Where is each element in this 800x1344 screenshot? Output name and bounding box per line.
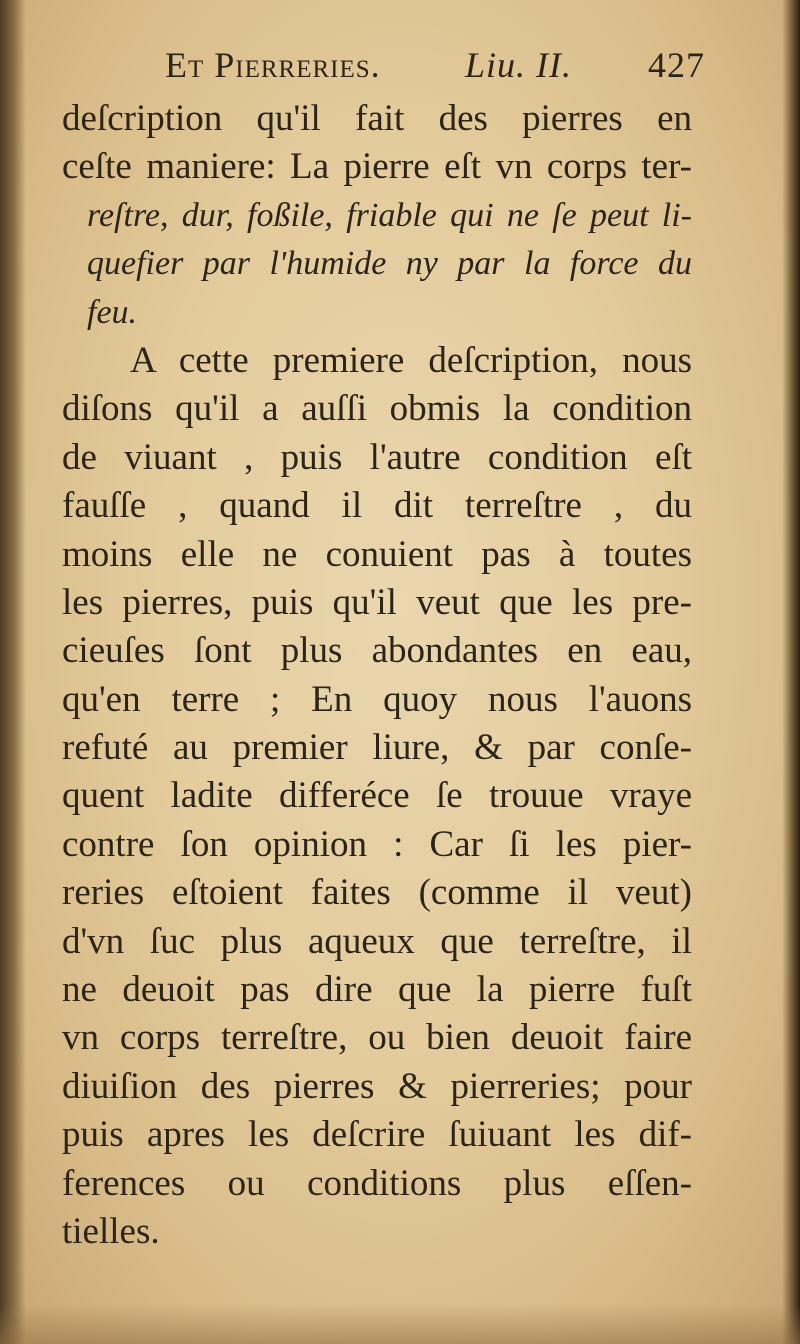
running-header (165, 40, 705, 90)
running-title: Et Pierreries. (165, 45, 381, 85)
page-number: 427 (648, 45, 705, 85)
text-line: diſons qu'il a auſſi obmis la condition (62, 388, 692, 430)
text-line: moins elle ne conuient pas à toutes (62, 533, 692, 575)
text-line: tielles. (62, 1210, 160, 1252)
book-number-label: Liu. II. (465, 45, 572, 85)
text-line: fauſſe , quand il dit terreſtre , du (62, 485, 692, 527)
body-text (62, 95, 692, 1256)
text-line: ne deuoit pas dire que la pierre fuſt (62, 969, 692, 1011)
text-line: diuiſion des pierres & pierreries; pour (62, 1065, 692, 1107)
text-line-italic: quefier par l'humide ny par la force du (87, 245, 692, 283)
text-line: contre ſon opinion : Car ſi les pier- (62, 823, 692, 865)
text-line: d'vn ſuc plus aqueux que terreſtre, il (62, 920, 692, 962)
text-line-italic: feu. (87, 293, 138, 331)
text-line-italic: reſtre, dur, foßile, friable qui ne ſe peut li- (87, 196, 692, 234)
text-line: quent ladite differéce ſe trouue vraye (62, 775, 692, 817)
text-line: puis apres les deſcrire ſuiuant les dif- (62, 1114, 692, 1156)
page-binding-shadow (0, 0, 26, 1344)
text-line: refuté au premier liure, & par conſe- (62, 727, 692, 769)
text-line: de viuant , puis l'autre condition eſt (62, 436, 692, 478)
text-line: les pierres, puis qu'il veut que les pre- (62, 581, 692, 623)
text-line: qu'en terre ; En quoy nous l'auons (62, 678, 692, 720)
page-bottom-margin (0, 1304, 800, 1344)
page-edge-shadow (782, 0, 800, 1344)
text-line: ferences ou conditions plus eſſen- (62, 1162, 692, 1204)
text-line: reries eſtoient faites (comme il veut) (62, 872, 692, 914)
text-line: deſcription qu'il fait des pierres en (62, 98, 692, 139)
book-number (465, 44, 572, 86)
paragraph-first-line: A cette premiere deſcription, nous (130, 339, 692, 381)
text-line: ceſte maniere: La pierre eſt vn corps ter- (62, 146, 692, 188)
text-line: cieuſes ſont plus abondantes en eau, (62, 630, 692, 672)
text-line: vn corps terreſtre, ou bien deuoit faire (62, 1017, 692, 1059)
